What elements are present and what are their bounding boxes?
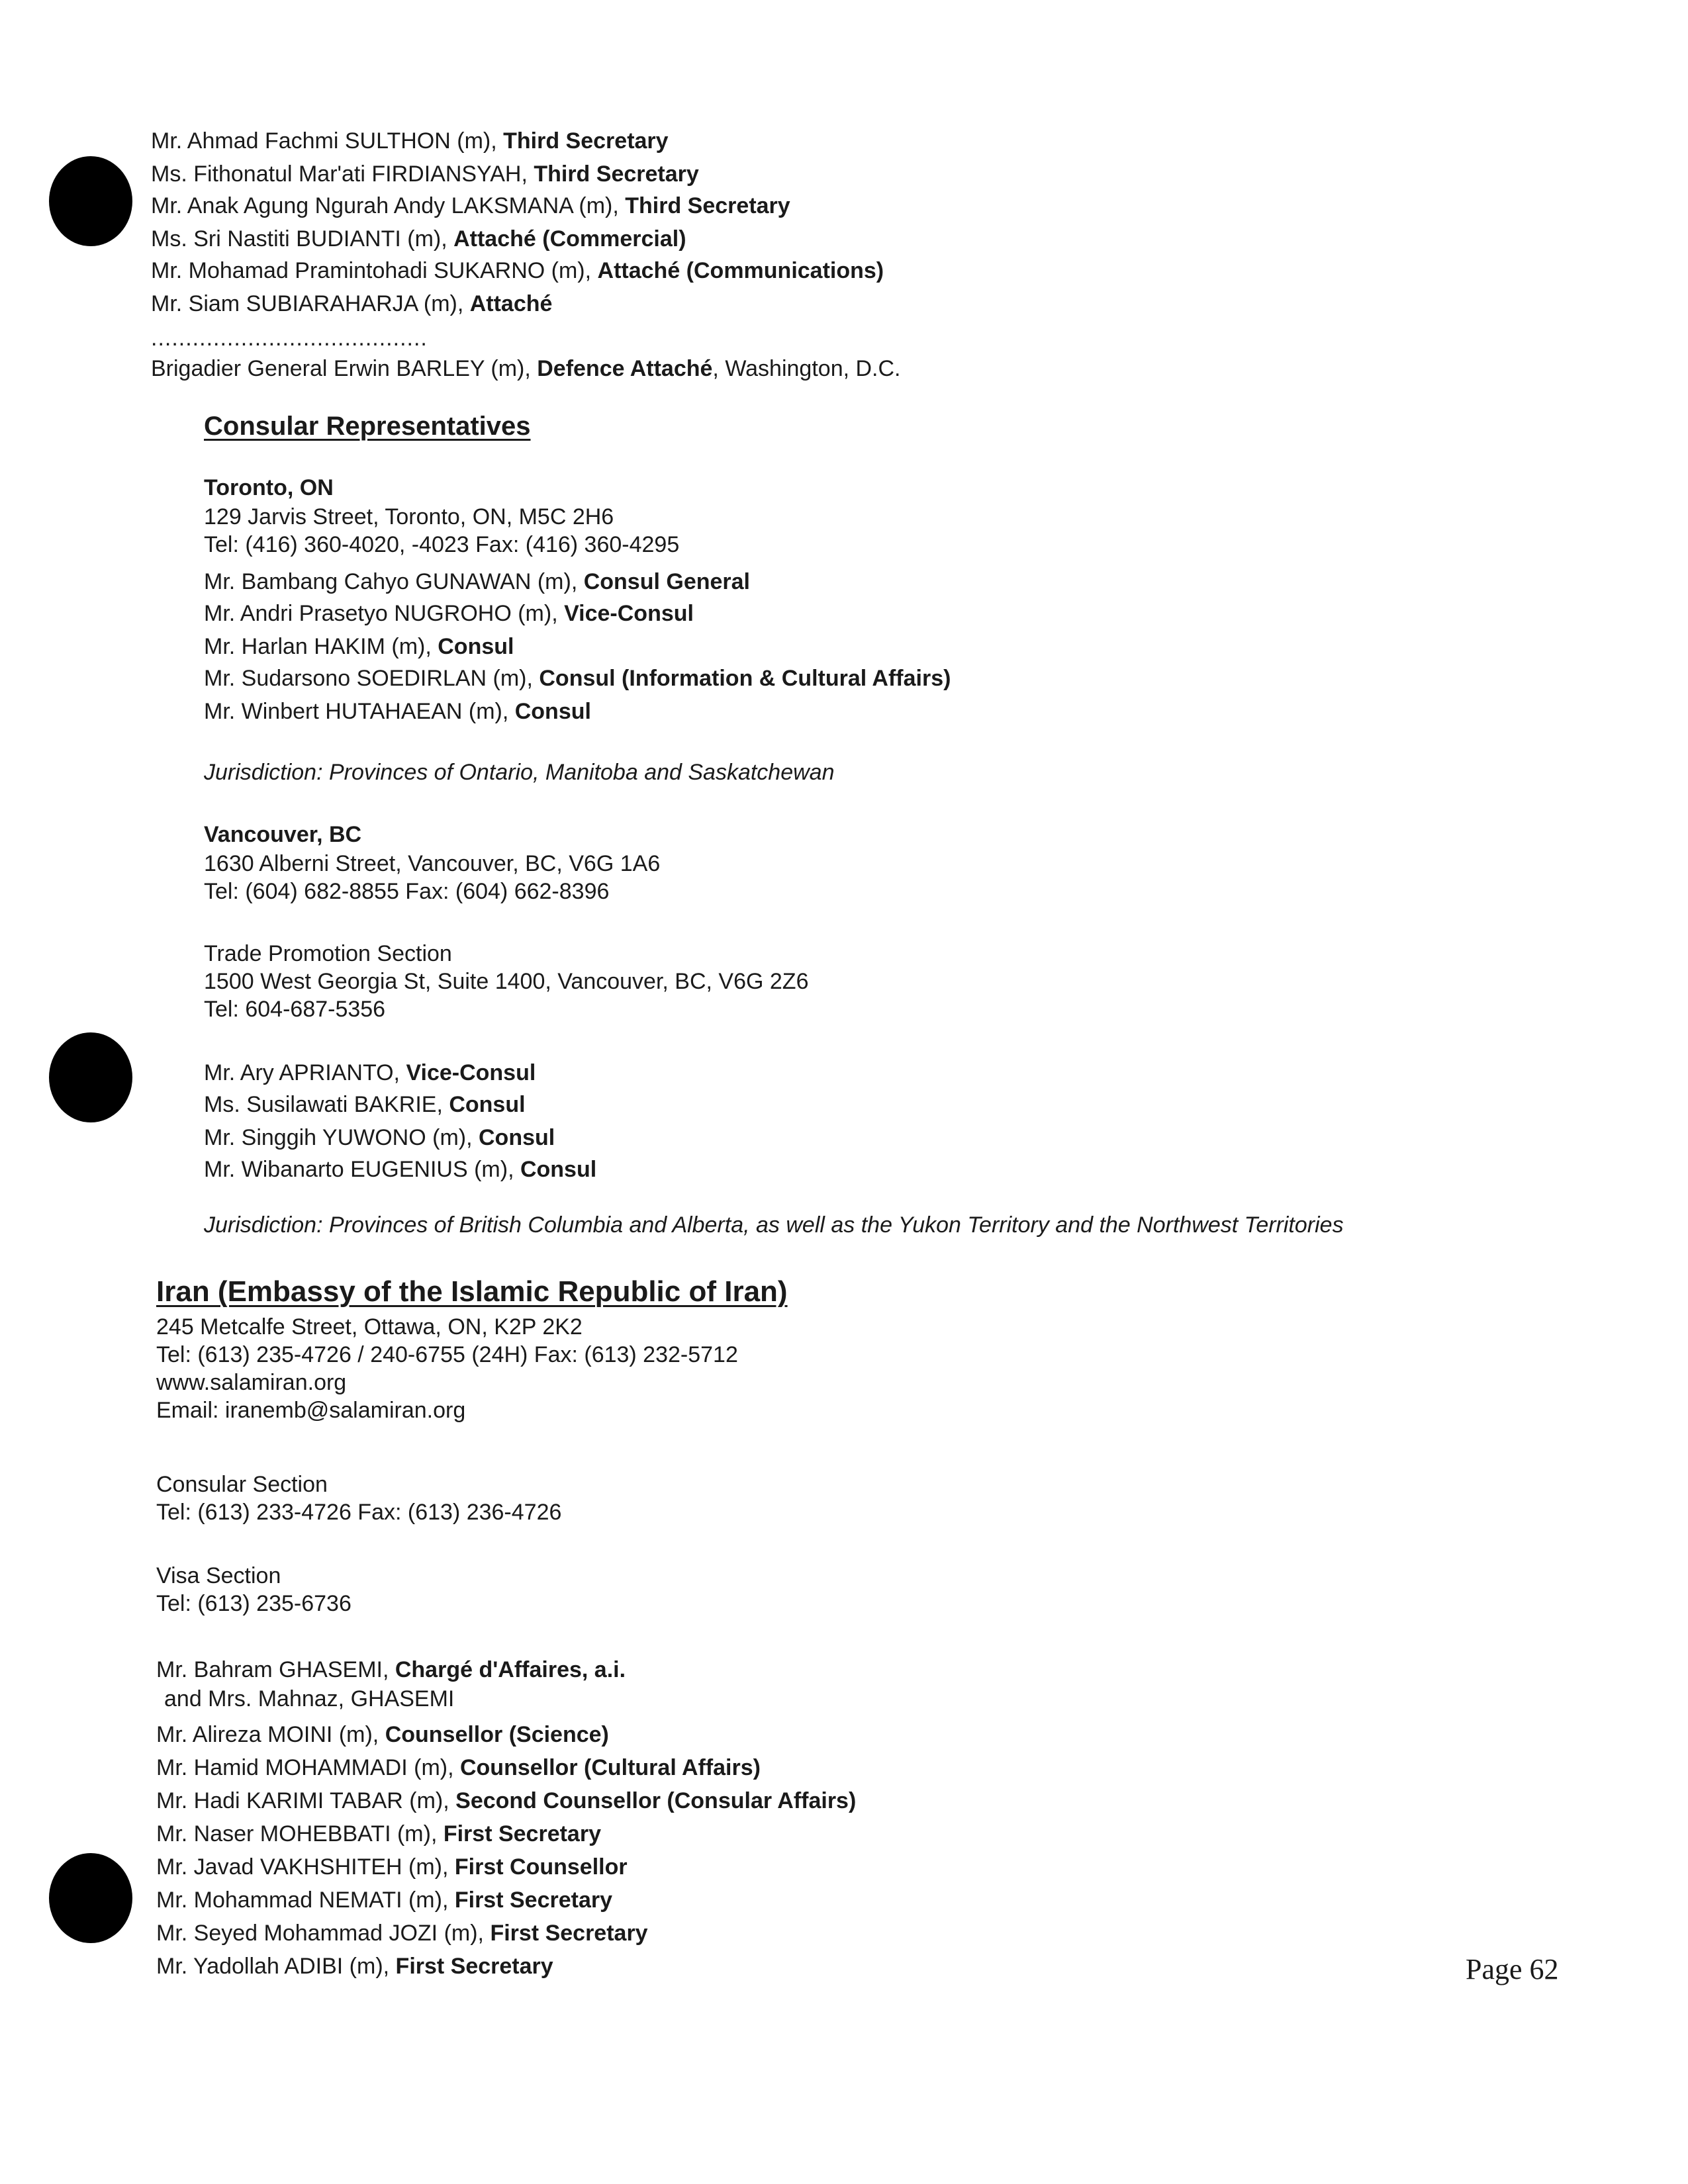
vancouver-staff-line: Mr. Wibanarto EUGENIUS (m), Consul [204, 1157, 597, 1182]
toronto-staff-line: Mr. Andri Prasetyo NUGROHO (m), Vice-Consul [204, 601, 694, 626]
staff-line: Mr. Anak Agung Ngurah Andy LAKSMANA (m), Third Secretary [151, 193, 790, 218]
iran-website: www.salamiran.org [156, 1370, 347, 1395]
iran-visa-tel: Tel: (613) 235-6736 [156, 1591, 352, 1616]
toronto-city: Toronto, ON [204, 475, 334, 500]
vancouver-city: Vancouver, BC [204, 822, 362, 847]
hole-punch-top [49, 156, 132, 246]
vancouver-staff-line: Mr. Ary APRIANTO, Vice-Consul [204, 1060, 536, 1085]
toronto-jurisdiction: Jurisdiction: Provinces of Ontario, Manitoba and Saskatchewan [204, 760, 835, 785]
page-number: Page 62 [1466, 1953, 1559, 1985]
iran-staff-line: Mr. Hadi KARIMI TABAR (m), Second Counsellor (Consular Affairs) [156, 1788, 857, 1813]
dotted-separator: ........................................ [151, 326, 428, 351]
staff-line: Mr. Siam SUBIARAHARJA (m), Attaché [151, 291, 553, 316]
toronto-staff-line: Mr. Harlan HAKIM (m), Consul [204, 634, 514, 659]
trade-section-title: Trade Promotion Section [204, 941, 452, 966]
consular-heading: Consular Representatives [204, 412, 531, 441]
iran-staff-line: Mr. Alireza MOINI (m), Counsellor (Science) [156, 1722, 609, 1747]
staff-line: Ms. Sri Nastiti BUDIANTI (m), Attaché (Commercial) [151, 226, 686, 251]
iran-consular-title: Consular Section [156, 1472, 328, 1497]
staff-line: Mr. Mohamad Pramintohadi SUKARNO (m), Attaché (Communications) [151, 258, 884, 283]
vancouver-staff-line: Mr. Singgih YUWONO (m), Consul [204, 1125, 555, 1150]
toronto-staff-line: Mr. Sudarsono SOEDIRLAN (m), Consul (Information & Cultural Affairs) [204, 666, 951, 691]
hole-punch-bottom [49, 1853, 132, 1943]
toronto-staff-line: Mr. Winbert HUTAHAEAN (m), Consul [204, 699, 591, 724]
iran-tel: Tel: (613) 235-4726 / 240-6755 (24H) Fax: (613) 232-5712 [156, 1342, 738, 1367]
trade-section-tel: Tel: 604-687-5356 [204, 997, 386, 1022]
iran-visa-title: Visa Section [156, 1563, 281, 1588]
iran-email: Email: iranemb@salamiran.org [156, 1398, 466, 1423]
trade-section-address: 1500 West Georgia St, Suite 1400, Vancouver, BC, V6G 2Z6 [204, 969, 809, 994]
iran-address: 245 Metcalfe Street, Ottawa, ON, K2P 2K2 [156, 1314, 583, 1340]
iran-staff-line: Mr. Seyed Mohammad JOZI (m), First Secretary [156, 1921, 648, 1946]
iran-spouse-line: and Mrs. Mahnaz, GHASEMI [164, 1686, 455, 1711]
toronto-staff-line: Mr. Bambang Cahyo GUNAWAN (m), Consul General [204, 569, 750, 594]
vancouver-address: 1630 Alberni Street, Vancouver, BC, V6G 1A6 [204, 851, 661, 876]
defence-attache-line: Brigadier General Erwin BARLEY (m), Defence Attaché, Washington, D.C. [151, 356, 901, 381]
toronto-tel: Tel: (416) 360-4020, -4023 Fax: (416) 360-4295 [204, 532, 680, 557]
vancouver-staff-line: Ms. Susilawati BAKRIE, Consul [204, 1092, 526, 1117]
iran-staff-line: Mr. Javad VAKHSHITEH (m), First Counsellor [156, 1854, 628, 1880]
hole-punch-middle [49, 1032, 132, 1122]
vancouver-tel: Tel: (604) 682-8855 Fax: (604) 662-8396 [204, 879, 610, 904]
staff-line: Ms. Fithonatul Mar'ati FIRDIANSYAH, Third Secretary [151, 161, 699, 187]
staff-line: Mr. Ahmad Fachmi SULTHON (m), Third Secretary [151, 128, 669, 154]
iran-heading: Iran (Embassy of the Islamic Republic of Iran) [156, 1275, 788, 1308]
toronto-address: 129 Jarvis Street, Toronto, ON, M5C 2H6 [204, 504, 614, 529]
iran-staff-line: Mr. Mohammad NEMATI (m), First Secretary [156, 1888, 612, 1913]
iran-staff-line: Mr. Naser MOHEBBATI (m), First Secretary [156, 1821, 601, 1846]
iran-staff-line: Mr. Hamid MOHAMMADI (m), Counsellor (Cultural Affairs) [156, 1755, 761, 1780]
iran-staff-line: Mr. Yadollah ADIBI (m), First Secretary [156, 1954, 553, 1979]
vancouver-jurisdiction: Jurisdiction: Provinces of British Columbia and Alberta, as well as the Yukon Territory and the Northwest Territories [204, 1212, 1344, 1238]
iran-consular-tel: Tel: (613) 233-4726 Fax: (613) 236-4726 [156, 1500, 562, 1525]
iran-head-line: Mr. Bahram GHASEMI, Chargé d'Affaires, a.i. [156, 1657, 626, 1682]
